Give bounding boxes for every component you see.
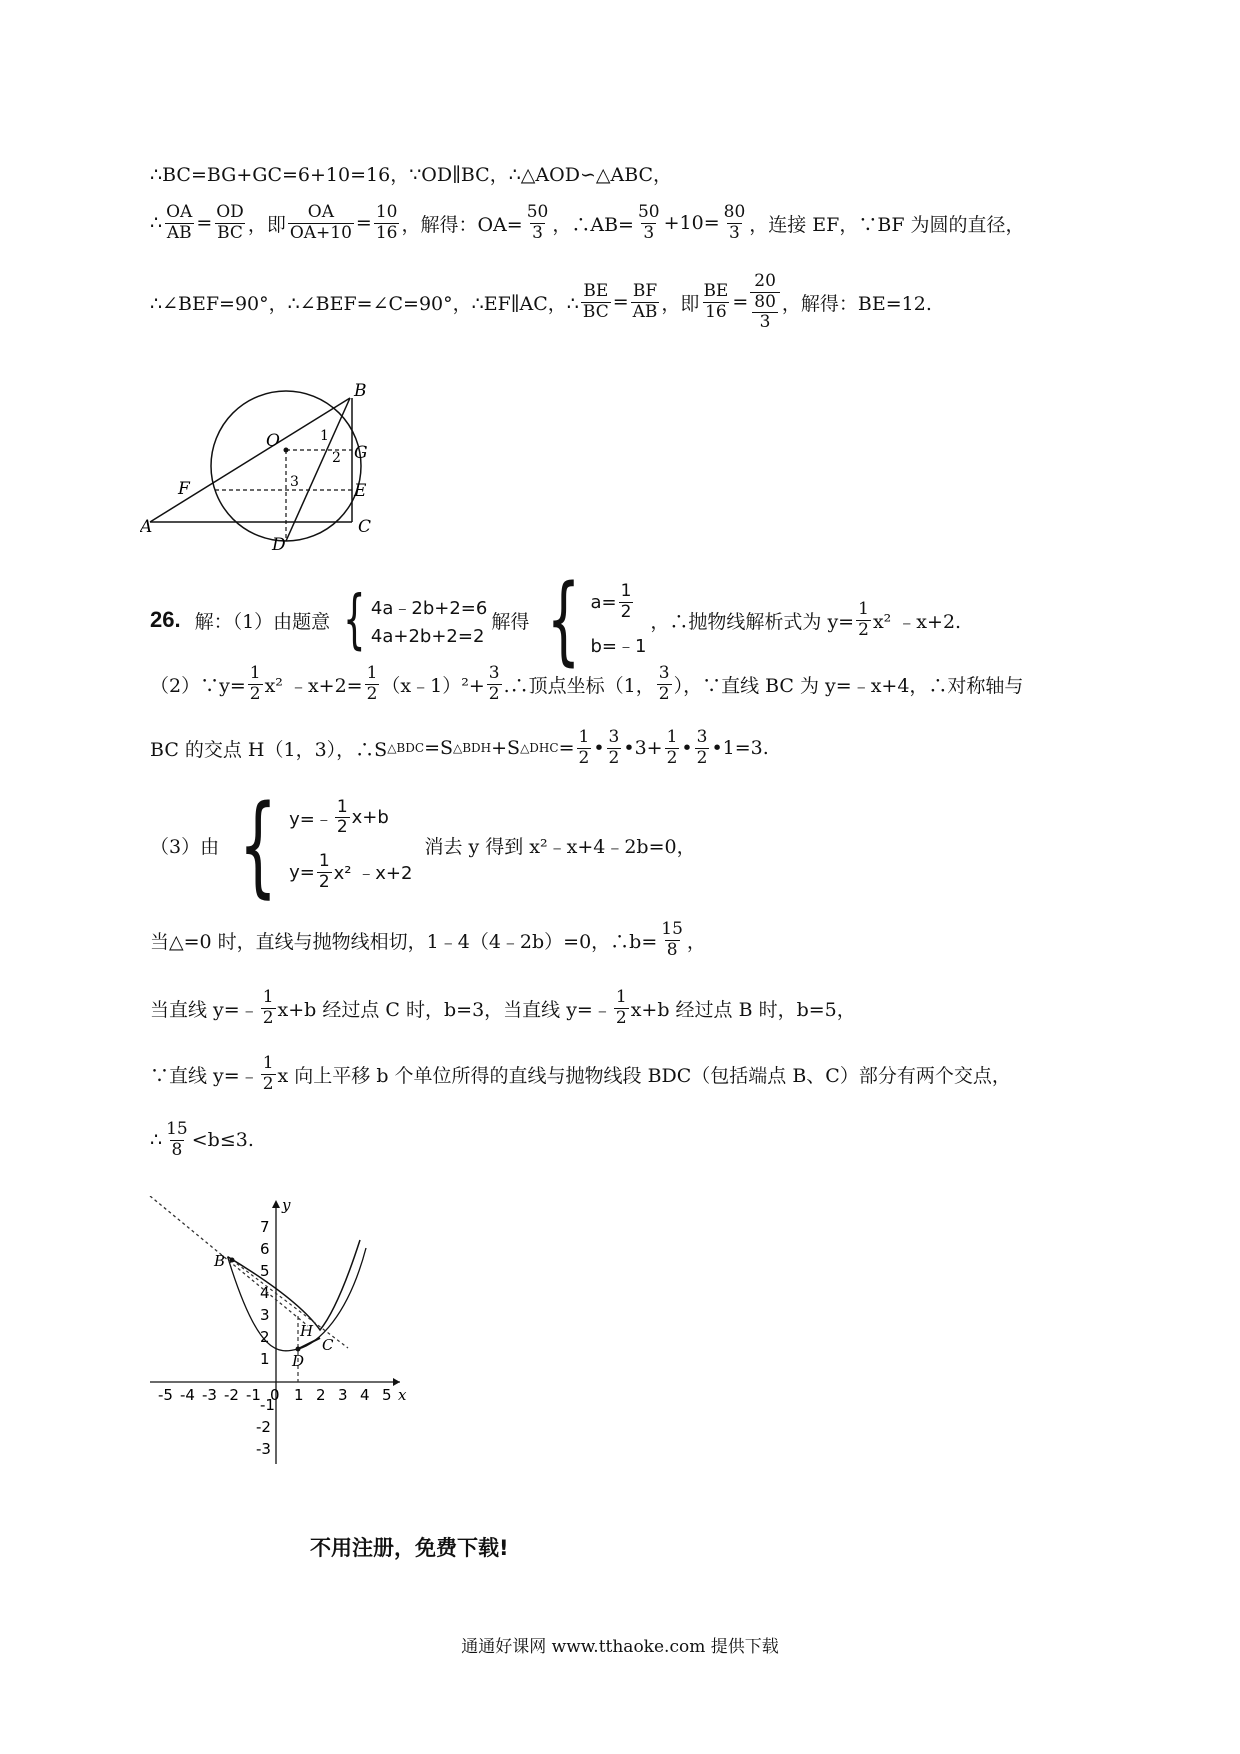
text: ，连接 EF，∵BF 为圆的直径， bbox=[749, 213, 1025, 236]
text: x² ﹣x+2. bbox=[872, 610, 962, 633]
text: x 向上平移 b 个单位所得的直线与抛物线段 BDC（包括端点 B、C）部分有两个交点， bbox=[277, 1064, 1011, 1087]
y-tick: 7 bbox=[260, 1218, 270, 1236]
x-tick: 2 bbox=[316, 1386, 326, 1404]
point-D: D bbox=[292, 1352, 305, 1370]
point-B: B bbox=[214, 1252, 226, 1270]
text: 当直线 y=﹣ bbox=[150, 998, 259, 1021]
label-D: D bbox=[272, 535, 286, 552]
text: ，解得：OA= bbox=[401, 213, 523, 236]
text: ∴∠BEF=90°，∴∠BEF=∠C=90°，∴EF∥AC，∴ bbox=[150, 292, 579, 315]
text: 解：（1）由题意 bbox=[194, 610, 331, 633]
text: x+b 经过点 C 时，b=3，当直线 y=﹣ bbox=[277, 998, 612, 1021]
x-tick: -1 bbox=[246, 1386, 261, 1404]
text: = bbox=[558, 737, 575, 760]
text: = bbox=[355, 212, 372, 235]
x-tick: 3 bbox=[338, 1386, 348, 1404]
solution-system: { a= $\frac{1}{2}$ b=﹣1 bbox=[547, 564, 647, 676]
text: 消去 y 得到 x²﹣x+4﹣2b=0， bbox=[424, 835, 696, 858]
promo-text: 不用注册，免费下载! bbox=[310, 1536, 509, 1560]
y-tick: 1 bbox=[260, 1350, 270, 1368]
solution-line-9: 当直线 y=﹣ $\frac{1}{2}$ x+b 经过点 C 时，b=3，当直线 y=﹣ $\frac{1}{2}$ x+b 经过点 B 时，b=5， bbox=[150, 987, 856, 1028]
q26-line bbox=[150, 564, 962, 676]
label-1: 1 bbox=[320, 428, 329, 444]
text: BC 的交点 H（1，3），∴S bbox=[150, 738, 388, 761]
text: ∴ bbox=[150, 212, 163, 235]
text: ∵直线 y=﹣ bbox=[150, 1064, 259, 1087]
label-O: O bbox=[266, 431, 280, 451]
text: • bbox=[681, 737, 693, 760]
solution-line-1 bbox=[150, 160, 672, 187]
y-tick: 3 bbox=[260, 1306, 270, 1324]
solution-line-10: ∵直线 y=﹣ $\frac{1}{2}$ x 向上平移 b 个单位所得的直线与抛物线段 BDC（包括端点 B、C）部分有两个交点， bbox=[150, 1053, 1011, 1094]
text: ， bbox=[686, 930, 706, 953]
label-C: C bbox=[358, 517, 372, 537]
fraction: $\frac{OA}{OA+10}$ bbox=[289, 202, 352, 243]
text: .∴顶点坐标（1， bbox=[503, 674, 655, 697]
fraction: $\frac{BF}{AB}$ bbox=[632, 281, 658, 322]
y-tick: -2 bbox=[256, 1418, 271, 1436]
fraction: $\frac{BE}{16}$ bbox=[703, 281, 729, 322]
label-G: G bbox=[354, 443, 368, 463]
solution-line-7 bbox=[150, 781, 696, 909]
solution-line-6: BC 的交点 H（1，3），∴S △BDC =S △BDH +S △DHC = $\frac{1}{2}$ • $\frac{3}{2}$ •3+ $\frac{1}{2}$ • $\frac{3}{2}$ •1=3. bbox=[150, 727, 769, 768]
text: = bbox=[196, 212, 213, 235]
text: （3）由 bbox=[150, 835, 220, 858]
fraction: $\frac{10}{16}$ bbox=[375, 202, 398, 243]
text: <b≤3. bbox=[191, 1129, 254, 1152]
fraction: $\frac{OA}{AB}$ bbox=[166, 202, 193, 243]
equation-system: { y=﹣ $\frac{1}{2}$ x+b y= $\frac{1}{2}$ x² ﹣x+2 bbox=[238, 781, 413, 909]
x-tick: 0 bbox=[270, 1386, 280, 1404]
x-tick: -5 bbox=[158, 1386, 173, 1404]
label-E: E bbox=[354, 481, 367, 501]
y-tick: 6 bbox=[260, 1240, 270, 1258]
text: +10= bbox=[663, 212, 720, 235]
solution-line-3 bbox=[150, 272, 932, 333]
text: •1=3. bbox=[711, 737, 769, 760]
x-tick: 1 bbox=[294, 1386, 304, 1404]
label-A: A bbox=[140, 517, 153, 537]
x-tick: 5 bbox=[382, 1386, 392, 1404]
solution-line-2 bbox=[150, 203, 1025, 243]
text: • bbox=[593, 737, 605, 760]
label-2: 2 bbox=[332, 450, 341, 466]
text: x+b 经过点 B 时，b=5， bbox=[630, 998, 856, 1021]
text: ，即 bbox=[247, 213, 286, 236]
y-axis-label: y bbox=[282, 1196, 291, 1214]
x-tick: -4 bbox=[180, 1386, 195, 1404]
label-3: 3 bbox=[290, 474, 299, 490]
equation-system: { 4a﹣2b+2=6 4a+2b+2=2 bbox=[343, 583, 488, 657]
y-tick: -1 bbox=[260, 1396, 275, 1414]
text: （2）∵y= bbox=[150, 674, 246, 697]
y-tick: -3 bbox=[256, 1440, 271, 1458]
solution-line-5: （2）∵y= $\frac{1}{2}$ x² ﹣x+2= $\frac{1}{2}$ （x﹣1）²+ $\frac{3}{2}$ .∴顶点坐标（1， $\frac{3}{2}$ ），∵直线 BC 为 y=﹣x+4，∴对称轴与 bbox=[150, 663, 1024, 704]
text: x² ﹣x+2= bbox=[264, 674, 363, 697]
text: ，解得：BE=12. bbox=[781, 292, 932, 315]
text: ，∴抛物线解析式为 y= bbox=[650, 610, 855, 633]
y-tick: 5 bbox=[260, 1262, 270, 1280]
text: ∴ bbox=[150, 1129, 163, 1152]
point-H: H bbox=[300, 1322, 314, 1340]
text: （x﹣1）²+ bbox=[381, 674, 485, 697]
point-C: C bbox=[322, 1336, 334, 1354]
text: 当△=0 时，直线与抛物线相切，1﹣4（4﹣2b）=0，∴b= bbox=[150, 930, 658, 953]
text: +S bbox=[491, 737, 521, 760]
y-tick: 2 bbox=[260, 1328, 270, 1346]
subscript: △DHC bbox=[520, 741, 559, 756]
page-footer: 通通好课网 www.tthaoke.com 提供下载 bbox=[461, 1637, 779, 1657]
compound-fraction: 20 80 3 bbox=[750, 272, 780, 333]
solution-line-11: ∴ $\frac{15}{8}$ <b≤3. bbox=[150, 1119, 254, 1160]
x-axis-label: x bbox=[398, 1386, 407, 1404]
subscript: △BDC bbox=[387, 741, 425, 756]
label-F: F bbox=[178, 479, 190, 499]
text: = bbox=[732, 291, 749, 314]
fraction: $\frac{1}{2}$ bbox=[858, 598, 869, 640]
question-number: 26. bbox=[150, 607, 181, 632]
solution-line-8: 当△=0 时，直线与抛物线相切，1﹣4（4﹣2b）=0，∴b= $\frac{15}{8}$ ， bbox=[150, 919, 706, 960]
text: 解得 bbox=[491, 610, 530, 633]
circle-geometry-figure bbox=[140, 382, 380, 552]
subscript: △BDH bbox=[453, 741, 492, 756]
text: =S bbox=[424, 737, 453, 760]
fraction: $\frac{80}{3}$ bbox=[723, 202, 746, 243]
text: ），∵直线 BC 为 y=﹣x+4，∴对称轴与 bbox=[673, 674, 1024, 697]
x-tick: -2 bbox=[224, 1386, 239, 1404]
fraction: $\frac{BE}{BC}$ bbox=[582, 281, 609, 322]
fraction: $\frac{OD}{BC}$ bbox=[216, 202, 244, 243]
text: ∴BC=BG+GC=6+10=16，∵OD∥BC，∴△AOD∽△ABC， bbox=[150, 164, 673, 186]
text: ，∴AB= bbox=[552, 213, 634, 236]
parabola-graph-figure bbox=[148, 1196, 408, 1466]
x-tick: -3 bbox=[202, 1386, 217, 1404]
fraction: $\frac{50}{3}$ bbox=[637, 202, 660, 243]
y-tick: 4 bbox=[260, 1284, 270, 1302]
text: ，即 bbox=[661, 292, 700, 315]
text: = bbox=[612, 291, 629, 314]
fraction: $\frac{50}{3}$ bbox=[526, 202, 549, 243]
x-tick: 4 bbox=[360, 1386, 370, 1404]
label-B: B bbox=[354, 382, 367, 401]
text: •3+ bbox=[623, 737, 663, 760]
